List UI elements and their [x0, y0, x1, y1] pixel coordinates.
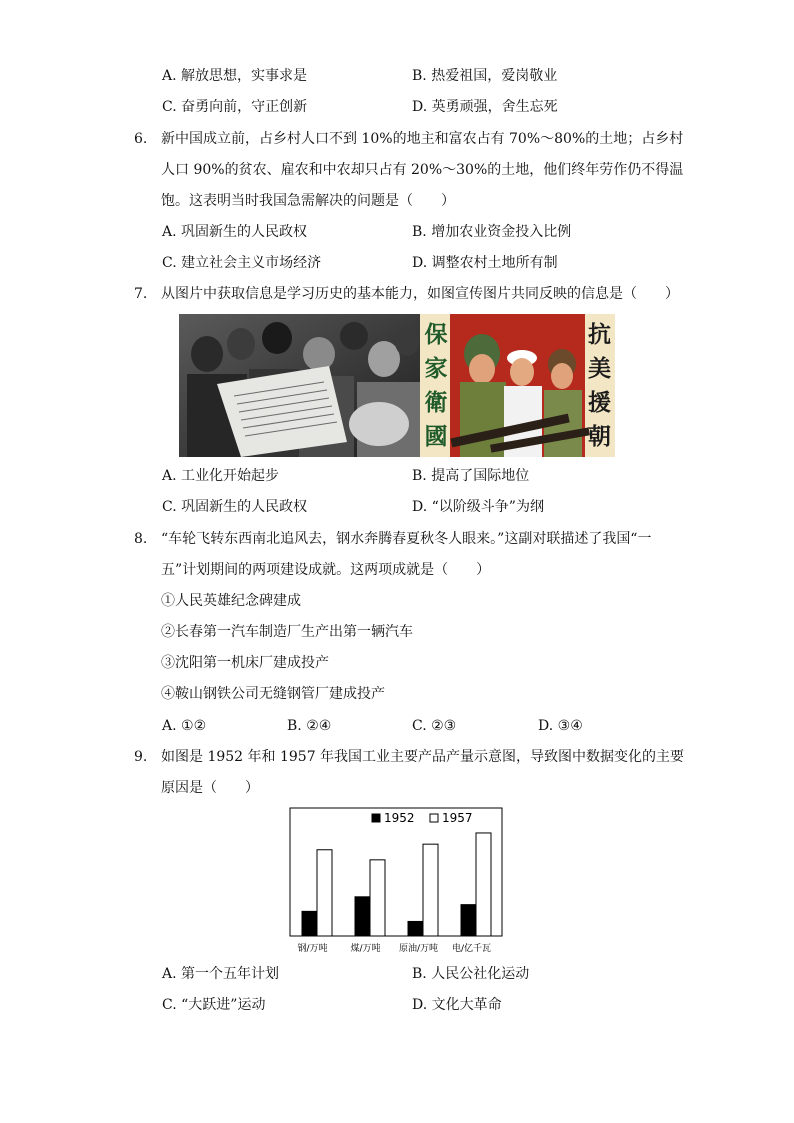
q7-option-a[interactable]: A. 工业化开始起步	[162, 468, 280, 484]
q9-option-a[interactable]: A. 第一个五年计划	[162, 966, 280, 982]
q8-stem-line: “车轮飞转东西南北追风去，钢水奔腾春夏秋冬人眼来。”这副对联描述了我国“一	[161, 531, 652, 547]
q6-option-d[interactable]: D. 调整农村土地所有制	[412, 255, 558, 271]
category-label: 电/亿千瓦	[451, 944, 492, 954]
bar-1957-1	[370, 860, 385, 936]
q8-option-b[interactable]: B. ②④	[287, 718, 332, 734]
q7-option-c[interactable]: C. 巩固新生的人民政权	[162, 499, 308, 515]
q8-number: 8.	[134, 531, 148, 547]
bar-1952-0	[302, 911, 317, 936]
q6-stem-line: 饱。这表明当时我国急需解决的问题是（ ）	[161, 193, 455, 209]
propaganda-poster	[420, 314, 615, 457]
bar-1952-1	[355, 897, 370, 936]
q5-option-b[interactable]: B. 热爱祖国，爱岗敬业	[412, 68, 558, 84]
bar-1952-2	[408, 921, 423, 936]
legend-swatch-1957	[430, 814, 438, 822]
production-chart	[284, 806, 506, 958]
q6-number: 6.	[134, 131, 148, 147]
q6-option-c[interactable]: C. 建立社会主义市场经济	[162, 255, 322, 271]
bar-1957-3	[476, 833, 491, 936]
production-chart-svg	[284, 806, 506, 958]
q9-option-b[interactable]: B. 人民公社化运动	[412, 966, 530, 982]
poster-slogan-right: 抗 美 援 朝	[588, 321, 611, 450]
bar-1957-0	[317, 850, 332, 936]
q8-option-d[interactable]: D. ③④	[538, 718, 583, 734]
q5-option-d[interactable]: D. 英勇顽强，舍生忘死	[412, 99, 558, 115]
category-label: 原油/万吨	[398, 944, 439, 954]
q8-item-2: ②长春第一汽车制造厂生产出第一辆汽车	[161, 624, 413, 640]
q9-stem-line: 原因是（ ）	[161, 780, 259, 796]
q6-stem-line: 人口 90%的贫农、雇农和中农却只占有 20%～30%的土地，他们终年劳作仍不得温	[161, 162, 684, 178]
legend-label-1952: 1952	[384, 811, 415, 825]
category-label: 钢/万吨	[297, 944, 328, 954]
q8-item-3: ③沈阳第一机床厂建成投产	[161, 655, 329, 671]
q7-option-d[interactable]: D. “以阶级斗争”为纲	[412, 499, 544, 515]
q5-option-a[interactable]: A. 解放思想，实事求是	[162, 68, 308, 84]
legend-label-1957: 1957	[442, 811, 473, 825]
poster-slogan-left: 保 家 衛 國	[424, 321, 448, 450]
q9-option-c[interactable]: C. “大跃进”运动	[162, 997, 266, 1013]
category-label: 煤/万吨	[350, 944, 381, 954]
q7-stem-line: 从图片中获取信息是学习历史的基本能力，如图宣传图片共同反映的信息是（ ）	[161, 286, 679, 302]
q9-stem-line: 如图是 1952 年和 1957 年我国工业主要产品产量示意图，导致图中数据变化的主要	[161, 749, 685, 765]
q9-number: 9.	[134, 749, 148, 765]
crowd-photo-image	[179, 314, 420, 457]
q6-stem-line: 新中国成立前，占乡村人口不到 10%的地主和富农占有 70%～80%的土地；占乡村	[161, 131, 684, 147]
q7-number: 7.	[134, 286, 148, 302]
q8-option-c[interactable]: C. ②③	[412, 718, 457, 734]
q8-option-a[interactable]: A. ①②	[162, 718, 207, 734]
q8-item-4: ④鞍山钢铁公司无缝钢管厂建成投产	[161, 686, 385, 702]
q8-stem-line: 五”计划期间的两项建设成就。这两项成就是（ ）	[161, 562, 491, 578]
q5-option-c[interactable]: C. 奋勇向前，守正创新	[162, 99, 308, 115]
bar-1957-2	[423, 844, 438, 936]
legend-swatch-1952	[372, 814, 380, 822]
bar-1952-3	[461, 905, 476, 936]
crowd-photo	[179, 314, 420, 457]
q6-option-b[interactable]: B. 增加农业资金投入比例	[412, 224, 572, 240]
q7-option-b[interactable]: B. 提高了国际地位	[412, 468, 530, 484]
q6-option-a[interactable]: A. 巩固新生的人民政权	[162, 224, 308, 240]
q8-item-1: ①人民英雄纪念碑建成	[161, 593, 301, 609]
q9-option-d[interactable]: D. 文化大革命	[412, 997, 502, 1013]
